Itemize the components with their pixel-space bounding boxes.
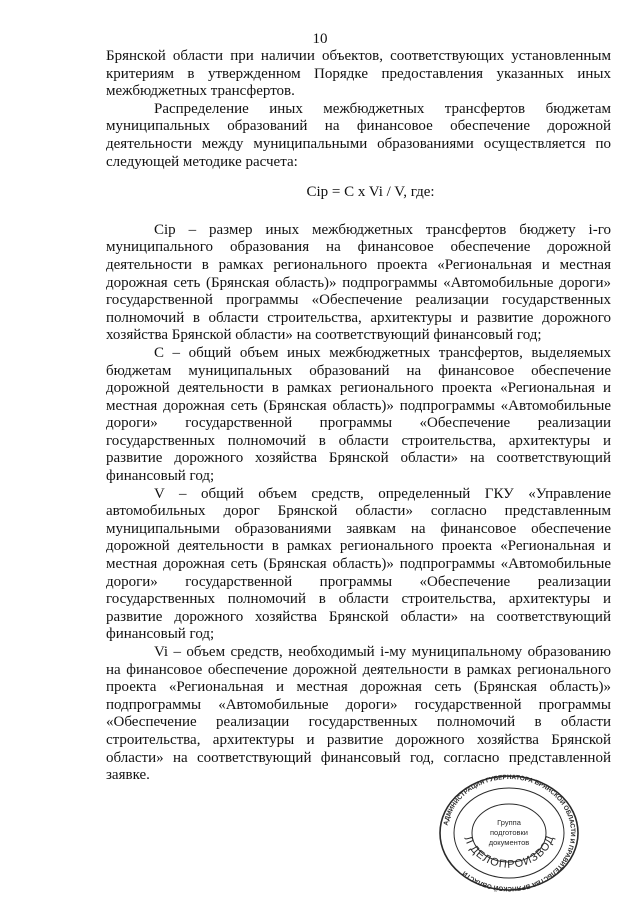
office-stamp xyxy=(438,774,580,892)
paragraph-distribution: Распределение иных межбюджетных трансфертов бюджетам муниципальных образований на финансовое обеспечение дорожной деятельности между муниципальными образованиями осуществляется по следующей методике расчета: xyxy=(106,100,611,170)
formula: Сip = C x Vi / V, где: xyxy=(306,184,435,201)
definition-cip: Сip – размер иных межбюджетных трансфертов бюджету i-го муниципального образования на финансовое обеспечение дорожной деятельности в рамках регионального проекта «Региональная и местная дорожная сеть (Брянская область)» подпрограммы «Автомобильные дороги» государственной программы «Обеспечение реализации государственных полномочий в области строительства, архитектуры и развитие дорожного хозяйства Брянской области» на соответствующий финансовый год; xyxy=(106,221,611,344)
stamp-inner-line1: Группа xyxy=(497,818,521,827)
stamp-outer-text: АДМИНИСТРАЦИЯ ГУБЕРНАТОРА БРЯНСКОЙ ОБЛАСТИ И ПРАВИТЕЛЬСТВА БРЯНСКОЙ ОБЛАСТИ xyxy=(442,774,577,892)
stamp-inner-line3: документов xyxy=(488,838,530,847)
definition-c: С – общий объем иных межбюджетных трансфертов, выделяемых бюджетам муниципальных образований на финансовое обеспечение дорожной деятельности в рамках регионального проекта «Региональная и местная дорожная сеть (Брянская область)» подпрограммы «Автомобильные дороги» государственной программы «Обеспечение реализации государственных полномочий в области строительства, архитектуры и развитие дорожного хозяйства Брянской области» на соответствующий финансовый год; xyxy=(106,344,611,485)
document-body xyxy=(106,48,611,785)
page-number: 10 xyxy=(312,31,328,47)
paragraph-intro: Брянской области при наличии объектов, соответствующих установленным критериям в утвержденном Порядке предоставления указанных иных межбюджетных трансфертов. xyxy=(106,48,611,100)
definition-v: V – общий объем средств, определенный ГКУ «Управление автомобильных дорог Брянской области» согласно представленным муниципальными образованиями заявкам на финансовое обеспечение дорожной деятельности в рамках регионального проекта «Региональная и местная дорожная сеть (Брянская область)» подпрограммы «Автомобильные дороги» государственной программы «Обеспечение реализации государственных полномочий в области строительства, архитектуры и развитие дорожного хозяйства Брянской области» на соответствующий финансовый год; xyxy=(106,485,611,643)
stamp-middle-text: Л ДЕЛОПРОИЗВОД xyxy=(461,833,557,871)
stamp-inner-line2: подготовки xyxy=(490,828,528,837)
definition-vi: Vi – объем средств, необходимый i-му муниципальному образованию на финансовое обеспечение дорожной деятельности в рамках регионального проекта «Региональная и местная дорожная сеть (Брянская область)» подпрограммы «Автомобильные дороги» государственной программы «Обеспечение реализации государственных полномочий в области строительства, архитектуры и развитие дорожного хозяйства Брянской области» на соответствующий финансовый год, согласно представленной заявке. xyxy=(106,644,611,784)
stamp-seal xyxy=(438,774,580,892)
